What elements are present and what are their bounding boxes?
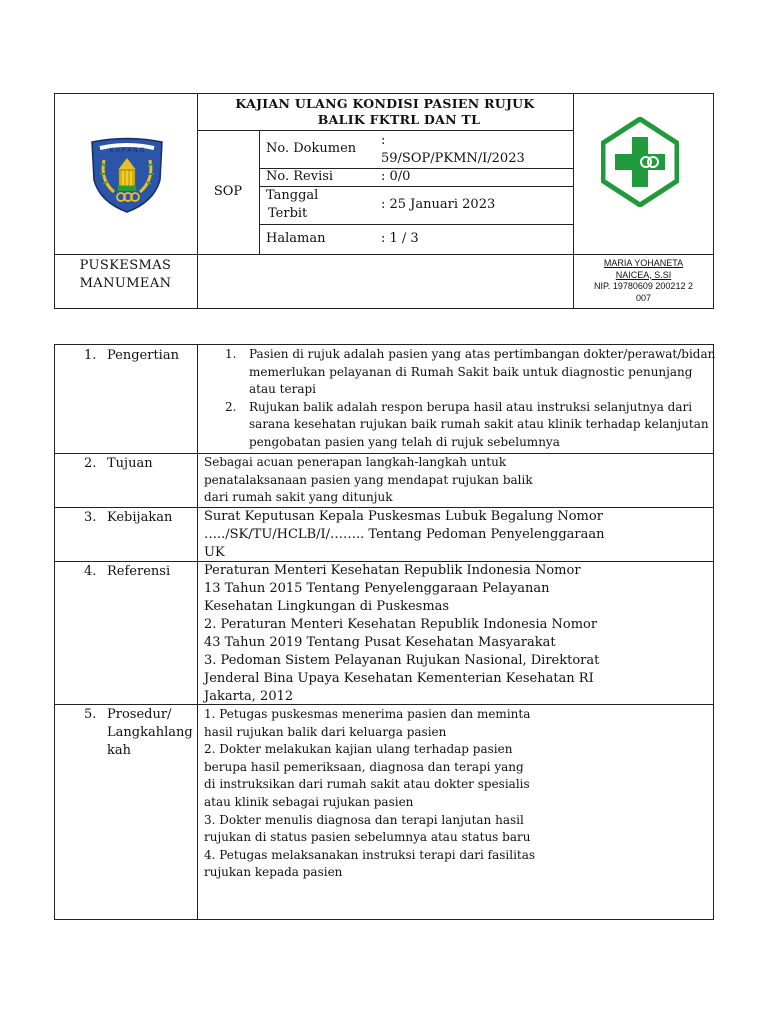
section-number: 4.	[84, 564, 97, 579]
section-body-tujuan: Sebagai acuan penerapan langkah-langkah untuk penatalaksanaan pasien yang mendapat rujukan balik dari rumah sakit yang ditunjuk	[204, 455, 533, 505]
organization-name: PUSKESMAS MANUMEAN	[79, 258, 172, 291]
signatory-name-line-2: NAICEA, S.SI	[615, 269, 672, 280]
field-label-tanggal-terbit: Tanggal Terbit	[266, 188, 319, 221]
section-number: 5.	[84, 707, 97, 722]
section-body-pengertian	[201, 346, 715, 452]
section-number: 3.	[84, 510, 97, 525]
section-number: 2.	[84, 456, 97, 471]
list-item: 2. Rujukan balik adalah respon berupa hasil atau instruksi selanjutnya dari sarana kesehatan rujukan baik rumah sakit atau klinik terhadap kelanjutan pengobatan pasien yang telah di rujuk sebelumnya	[225, 399, 709, 449]
header-rule-3	[259, 224, 573, 225]
content-border-top	[54, 344, 714, 345]
field-value-tanggal-terbit: : 25 Januari 2023	[381, 197, 496, 212]
header-border-bottom	[54, 308, 714, 309]
signatory-nip-line-2: 007	[635, 292, 652, 303]
field-value-halaman: : 1 / 3	[381, 231, 419, 246]
puskesmas-logo-icon	[601, 117, 679, 207]
section-label-referensi: Referensi	[107, 564, 171, 579]
header-rule-logo	[54, 254, 714, 255]
section-label-tujuan: Tujuan	[107, 456, 153, 471]
section-label-kebijakan: Kebijakan	[107, 510, 173, 525]
header-col-2	[259, 130, 260, 255]
field-label-halaman: Halaman	[266, 231, 326, 246]
sop-label: SOP	[213, 184, 243, 199]
signatory-nip-line-1: NIP. 19780609 200212 2	[594, 281, 693, 291]
content-col-divider	[197, 344, 198, 920]
regional-emblem-icon	[88, 136, 166, 214]
field-value-no-revisi: : 0/0	[381, 169, 411, 184]
list-item: 1. Pasien di rujuk adalah pasien yang atas pertimbangan dokter/perawat/bidan memerlukan pelayanan di Rumah Sakit baik untuk diagnostic penunjang atau terapi	[225, 347, 716, 397]
section-label-prosedur: Prosedur/ Langkahlang kah	[107, 707, 193, 758]
section-body-kebijakan: Surat Keputusan Kepala Puskesmas Lubuk Begalung Nomor …../SK/TU/HCLB/I/…….. Tentang Pedoman Penyelenggaraan UK	[204, 509, 605, 560]
section-body-prosedur: 1. Petugas puskesmas menerima pasien dan meminta hasil rujukan balik dari keluarga pasien 2. Dokter melakukan kajian ulang terhadap pasien berupa hasil pemeriksaan, diagnosa dan terapi yang di instruksikan dari rumah sakit atau dokter spesialis atau klinik sebagai rujukan pasien 3. Dokter menulis diagnosa dan terapi lanjutan hasil rujukan di status pasien sebelumnya atau status baru 4. Petugas melaksanakan instruksi terapi dari fasilitas rujukan kepada pasien	[204, 707, 536, 880]
content-border-left	[54, 344, 55, 920]
signatory-block	[573, 258, 714, 304]
field-label-no-dokumen: No. Dokumen	[266, 141, 357, 156]
header-border-top	[54, 93, 714, 94]
document-title-line-1: KAJIAN ULANG KONDISI PASIEN RUJUK	[235, 96, 535, 111]
section-label-pengertian: Pengertian	[107, 348, 179, 363]
section-number: 1.	[84, 348, 97, 363]
document-title-line-2: BALIK FKTRL DAN TL	[317, 112, 481, 127]
content-border-bottom	[54, 919, 714, 920]
svg-text:K U P A N G: K U P A N G	[109, 147, 145, 154]
section-body-referensi: Peraturan Menteri Kesehatan Republik Indonesia Nomor 13 Tahun 2015 Tentang Penyelenggaraan Pelayanan Kesehatan Lingkungan di Puskesmas 2. Peraturan Menteri Kesehatan Republik Indonesia Nomor 43 Tahun 2019 Tentang Pusat Kesehatan Masyarakat 3. Pedoman Sistem Pelayanan Rujukan Nasional, Direktorat Jenderal Bina Upaya Kesehatan Kementerian Kesehatan RI Jakarta, 2012	[204, 563, 600, 704]
document-title	[197, 96, 573, 128]
field-label-no-revisi: No. Revisi	[266, 169, 334, 184]
field-value-no-dokumen: : 59/SOP/PKMN/I/2023	[381, 133, 525, 166]
header-rule-title	[197, 130, 573, 131]
signatory-name-line-1: MARIA YOHANETA	[603, 258, 684, 268]
